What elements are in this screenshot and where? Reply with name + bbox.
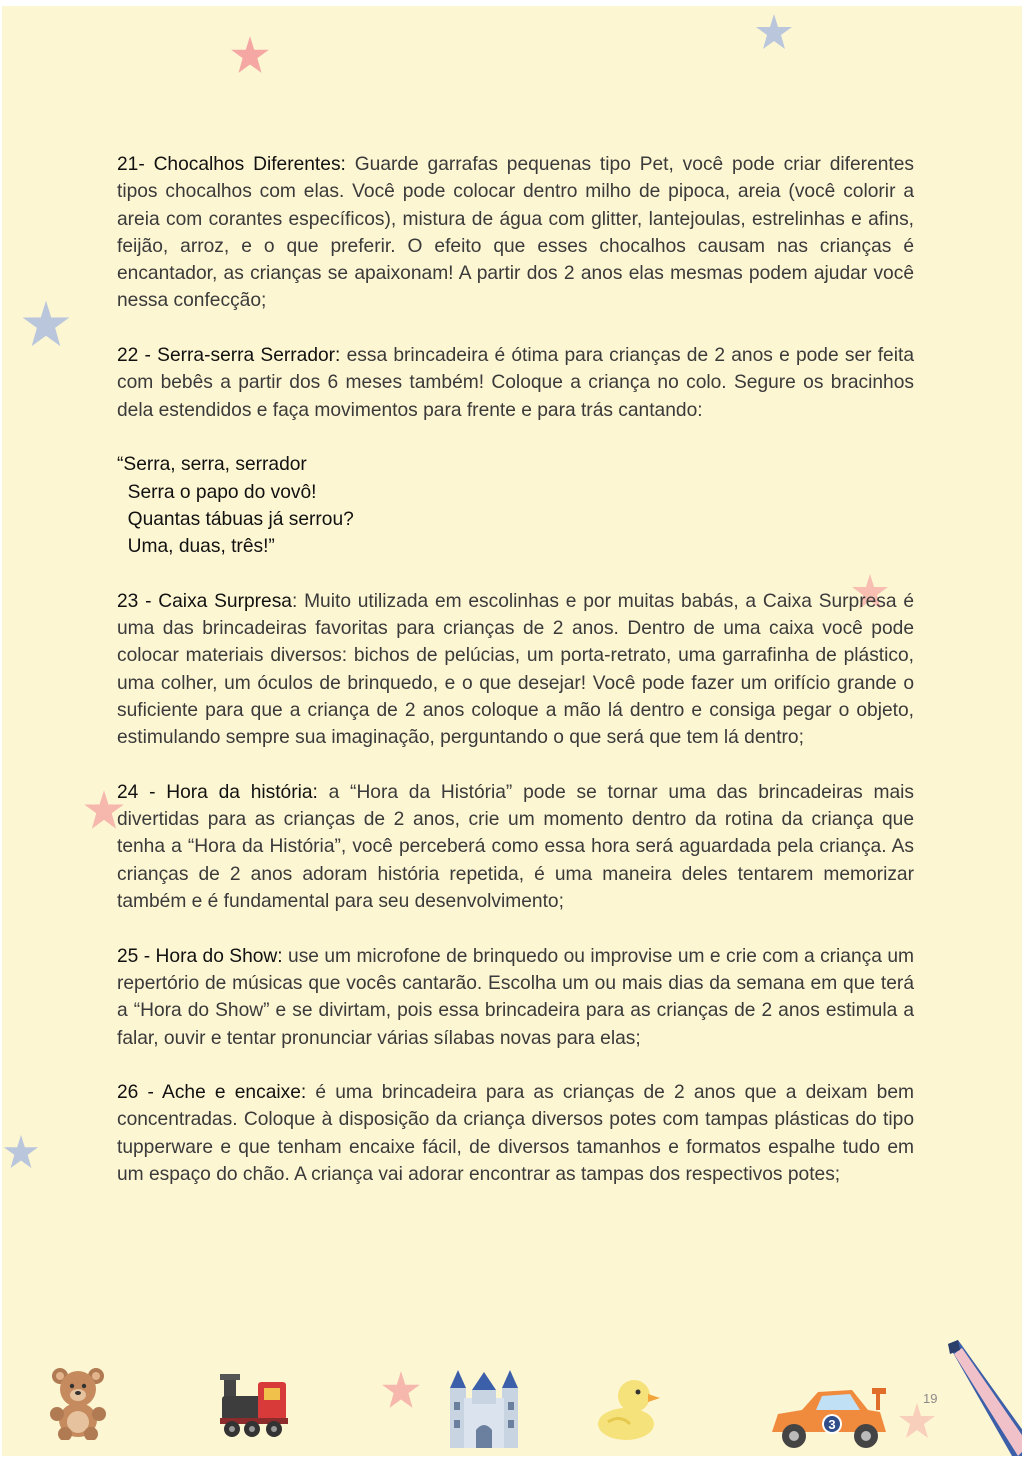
pencil-icon — [940, 1340, 1022, 1456]
activity-title: 21- Chocalhos Diferentes: — [117, 154, 346, 175]
activity-23 — [117, 588, 914, 752]
activity-text: a “Hora da História” pode se tornar uma das brincadeiras mais divertidas para as crianças de 2 anos, crie um momento dentro da rotina da criança que tenha a “Hora da História”, você perceberá como essa hora será aguardada pela criança. As crianças de 2 anos adoram história repetida, é uma maneira deles tentarem memorizar também e é fundamental para seu desenvolvimento; — [117, 781, 914, 913]
star-icon — [897, 1401, 937, 1441]
document-page — [2, 6, 1022, 1456]
race-car-icon — [768, 1380, 890, 1452]
activity-26 — [117, 1079, 914, 1188]
train-icon — [218, 1372, 290, 1440]
star-icon — [229, 34, 271, 76]
activity-25 — [117, 943, 914, 1052]
activity-text: : Muito utilizada em escolinhas e por muitas babás, a Caixa Surpresa é uma das brincadeiras favoritas para crianças de 2 anos. Dentro de uma caixa você pode colocar materiais diversos: bichos de pelúcias, um porta-retrato, uma garrafinha de plástico, uma colher, um óculos de brinquedo, e o que desejar! Você pode fazer um orifício grande o suficiente para que a criança de 2 anos coloque a mão lá dentro e consiga pegar o objeto, estimulando sempre sua imaginação, perguntando o que será que tem lá dentro; — [117, 590, 914, 749]
song-line: “Serra, serra, serrador — [117, 454, 307, 476]
song-line: Serra o papo do vovô! — [117, 481, 317, 503]
teddy-bear-icon — [47, 1364, 109, 1440]
activity-22 — [117, 342, 914, 424]
page-content — [117, 151, 914, 1188]
rubber-duck-icon — [594, 1374, 662, 1444]
activity-24 — [117, 779, 914, 915]
svg-text:3: 3 — [828, 1417, 836, 1432]
activity-text: essa brincadeira é ótima para crianças de 2 anos e pode ser feita com bebês a partir dos 6 meses também! Coloque a criança no colo. Segure os bracinhos dela estendidos e faça movimentos para frente e para trás cantando: — [117, 345, 914, 421]
castle-icon — [442, 1368, 526, 1450]
song-line: Quantas tábuas já serrou? — [117, 508, 354, 530]
star-icon — [2, 1132, 40, 1172]
activity-title: 24 - Hora da história: — [117, 781, 318, 803]
activity-21 — [117, 151, 914, 315]
activity-title: 25 - Hora do Show: — [117, 945, 283, 967]
activity-text: use um microfone de brinquedo ou improvise um e crie com a criança um repertório de músicas que vocês cantarão. Escolha um ou mais dias da semana em que terá a “Hora do Show” e se divirtam, pois essa brincadeira para as crianças de 2 anos estimula a falar, ouvir e tentar pronunciar várias sílabas novas para elas; — [117, 945, 914, 1049]
star-icon — [380, 1369, 422, 1411]
song-line: Uma, duas, três!” — [117, 536, 275, 558]
song-lyrics — [117, 451, 914, 560]
activity-title: 22 - Serra-serra Serrador: — [117, 345, 341, 367]
activity-title: 26 - Ache e encaixe: — [117, 1082, 307, 1104]
activity-text: Guarde garrafas pequenas tipo Pet, você pode criar diferentes tipos chocalhos com elas. Você pode colocar dentro milho de pipoca, areia (você colorir a areia com corantes específicos), mistura de água com glitter, lantejoulas, estrelinhas e afins, feijão, arroz, e o que preferir. O efeito que esses chocalhos causam nas crianças é encantador, as crianças se apaixonam! A partir dos 2 anos elas mesmas podem ajudar você nessa confecção; — [117, 154, 914, 312]
activity-text: é uma brincadeira para as crianças de 2 anos que a deixam bem concentradas. Coloque à disposição da criança diversos potes com tampas plásticas do tipo tupperware e que tenham encaixe fácil, de diversos tamanhos e formatos espalhe tudo em um espaço do chão. A criança vai adorar encontrar as tampas dos respectivos potes; — [117, 1082, 914, 1185]
star-icon — [20, 298, 72, 350]
page-number: 19 — [923, 1391, 938, 1406]
activity-title: 23 - Caixa Surpresa — [117, 590, 292, 612]
star-icon — [754, 10, 794, 54]
